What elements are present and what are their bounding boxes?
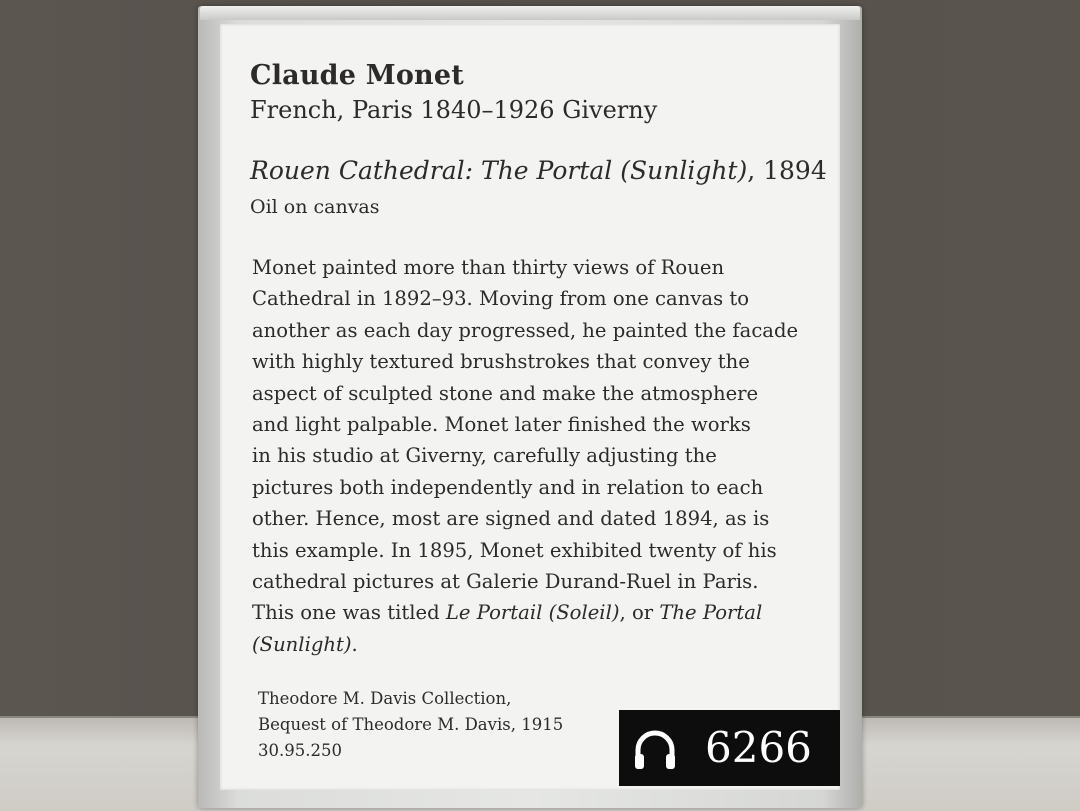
artwork-title-line: [250, 156, 827, 185]
accession-number: 30.95.250: [258, 741, 342, 760]
label-frame-top: [200, 6, 860, 20]
description-line: Monet painted more than thirty views of Rouen: [252, 256, 725, 279]
artwork-title: Rouen Cathedral: The Portal (Sunlight): [250, 156, 748, 185]
english-title-cont: (Sunlight): [252, 632, 352, 656]
french-title: Le Portail (Soleil): [445, 601, 620, 625]
artist-name: Claude Monet: [250, 60, 464, 91]
description-line: aspect of sculpted stone and make the atmosphere: [252, 381, 759, 405]
description-line: another as each day progressed, he painted the facade: [252, 318, 799, 342]
artwork-date: , 1894: [747, 156, 827, 185]
description-text: .: [351, 632, 358, 656]
headphones-icon: [633, 728, 677, 770]
description-text: , or: [619, 601, 660, 625]
description-line: Cathedral in 1892–93. Moving from one canvas to: [252, 287, 750, 311]
description-line: other. Hence, most are signed and dated 1894, as is: [252, 507, 770, 531]
description-line: cathedral pictures at Galerie Durand-Ruel in Paris.: [252, 570, 759, 594]
credit-bequest: Bequest of Theodore M. Davis, 1915: [258, 715, 564, 734]
description-line: in his studio at Giverny, carefully adjusting the: [252, 444, 717, 468]
artwork-medium: Oil on canvas: [250, 196, 380, 218]
description-line: [252, 597, 798, 628]
english-title: The Portal: [659, 601, 763, 625]
artist-bio: French, Paris 1840–1926 Giverny: [250, 96, 658, 124]
audio-stop-number: 6266: [705, 723, 812, 772]
artwork-description: [252, 252, 798, 660]
description-line: this example. In 1895, Monet exhibited twenty of his: [252, 538, 777, 562]
description-line: pictures both independently and in relation to each: [252, 475, 764, 499]
description-line: [252, 629, 798, 660]
description-text: This one was titled: [252, 601, 446, 625]
description-line: and light palpable. Monet later finished the works: [252, 413, 751, 437]
audio-guide-badge: [619, 710, 840, 786]
credit-line: [258, 686, 563, 764]
credit-collection: Theodore M. Davis Collection,: [258, 689, 512, 708]
description-line: with highly textured brushstrokes that convey the: [252, 350, 750, 374]
